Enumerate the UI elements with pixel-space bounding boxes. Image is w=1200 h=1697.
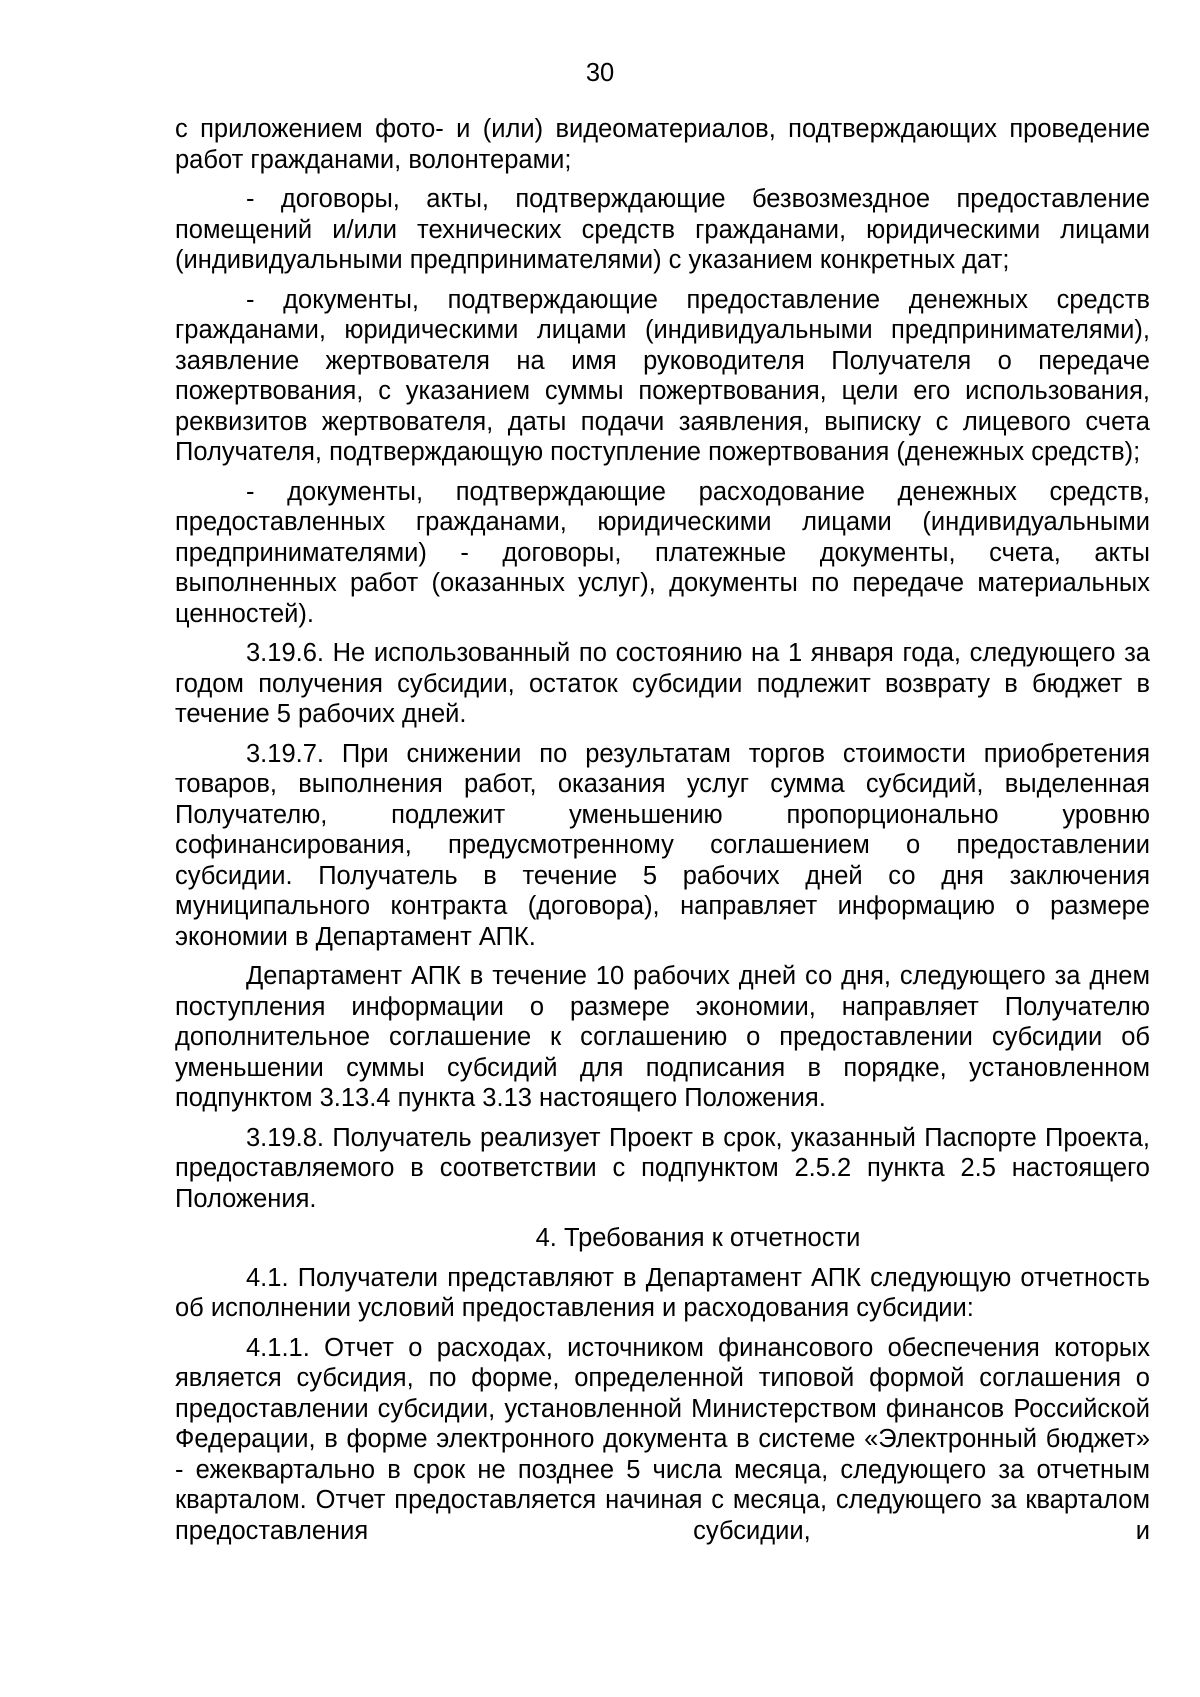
paragraph-3-19-8: 3.19.8. Получатель реализует Проект в срок, указанный Паспорте Проекта, предоставляемого в соответствии с подпунктом 2.5.2 пункта 2.5 настоящего Положения. [175, 1123, 1150, 1213]
section-heading: 4. Требования к отчетности [535, 1224, 861, 1252]
paragraph-department-apk: Департамент АПК в течение 10 рабочих дней со дня, следующего за днем поступления информации о размере экономии, направляет Получателю дополнительное соглашение к соглашению о предоставлении субсидии об уменьшении суммы субсидий для подписания в порядке, установленном подпунктом 3.13.4 пункта 3.13 настоящего Положения. [175, 962, 1150, 1112]
document-body [175, 114, 1150, 1555]
paragraph-continuation: с приложением фото- и (или) видеоматериалов, подтверждающих проведение работ гражданами, волонтерами; [175, 115, 1150, 174]
paragraph-list-item-contracts: - договоры, акты, подтверждающие безвозмездное предоставление помещений и/или технических средств гражданами, юридическими лицами (индивидуальными предпринимателями) с указанием конкретных дат; [175, 185, 1150, 274]
paragraph-4-1: 4.1. Получатели представляют в Департамент АПК следующую отчетность об исполнении условий предоставления и расходования субсидии: [175, 1263, 1150, 1322]
paragraph-4-1-1: 4.1.1. Отчет о расходах, источником финансового обеспечения которых является субсидия, по форме, определенной типовой формой соглашения о предоставлении субсидии, установленной Министерством финансов Российской Федерации, в форме электронного документа в системе «Электронный бюджет» - ежеквартально в срок не позднее 5 числа месяца, следующего за отчетным кварталом. Отчет предоставляется начиная с месяца, следующего за кварталом предоставления субсидии, и [175, 1333, 1150, 1545]
paragraph-3-19-6: 3.19.6. Не использованный по состоянию на 1 января года, следующего за годом получения субсидии, остаток субсидии подлежит возврату в бюджет в течение 5 рабочих дней. [175, 639, 1150, 728]
page-number: 30 [585, 59, 615, 87]
paragraph-3-19-7: 3.19.7. При снижении по результатам торгов стоимости приобретения товаров, выполнения работ, оказания услуг сумма субсидий, выделенная Получателю, подлежит уменьшению пропорционально уровню софинансирования, предусмотренному соглашением о предоставлении субсидии. Получатель в течение 5 рабочих дней со дня заключения муниципального контракта (договора), направляет информацию о размере экономии в Департамент АПК. [175, 739, 1150, 951]
paragraph-list-item-expenses: - документы, подтверждающие расходование денежных средств, предоставленных гражданами, юридическими лицами (индивидуальными предпринимателями) - договоры, платежные документы, счета, акты выполненных работ (оказанных услуг), документы по передаче материальных ценностей). [175, 477, 1150, 628]
paragraph-list-item-donations: - документы, подтверждающие предоставление денежных средств гражданами, юридическими лицами (индивидуальными предпринимателями), заявление жертвователя на имя руководителя Получателя о передаче пожертвования, с указанием суммы пожертвования, цели его использования, реквизитов жертвователя, даты подачи заявления, выписку с лицевого счета Получателя, подтверждающую поступление пожертвования (денежных средств); [175, 285, 1150, 466]
